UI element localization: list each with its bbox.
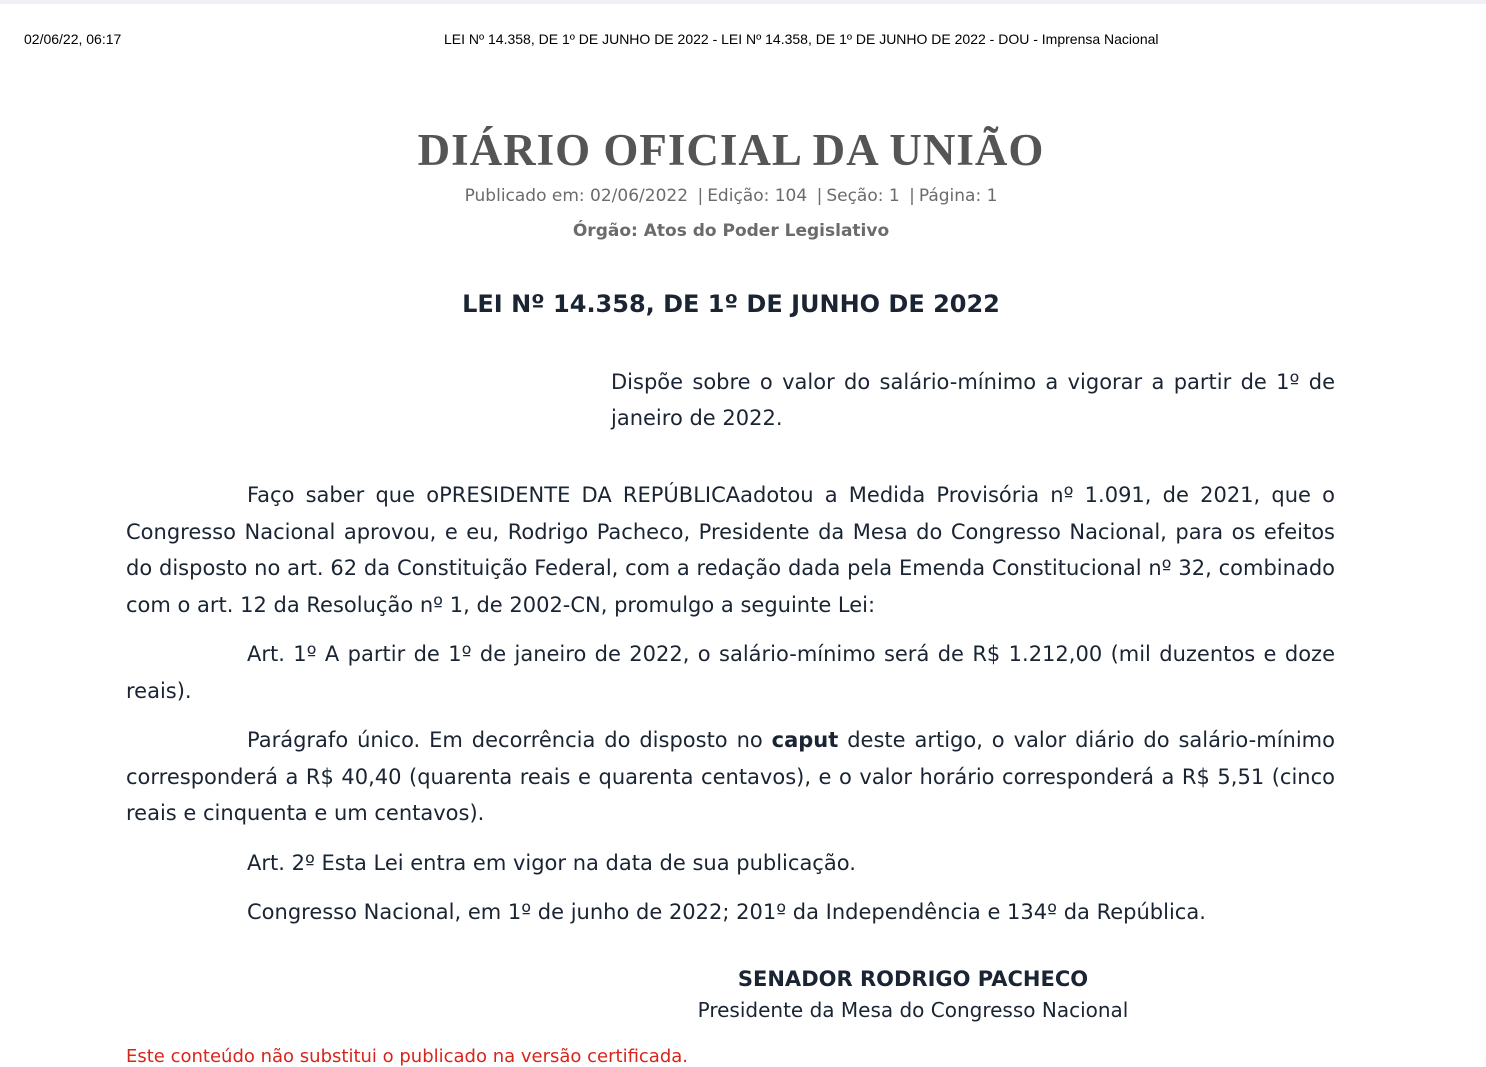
law-ementa: Dispõe sobre o valor do salário-mínimo a vigorar a partir de 1º de janeiro de 2022. (611, 370, 1335, 430)
caput-term: caput (771, 728, 839, 752)
separator: | (909, 186, 915, 206)
closing-line: Congresso Nacional, em 1º de junho de 2022; 201º da Independência e 134º da República. (247, 900, 1206, 924)
separator: | (816, 186, 823, 206)
edition: Edição: 104 (707, 186, 808, 206)
law-title: LEI Nº 14.358, DE 1º DE JUNHO DE 2022 (462, 290, 1000, 318)
page-number: Página: 1 (918, 186, 998, 206)
print-datetime: 02/06/22, 06:17 (24, 31, 122, 47)
paragrafo-text-end: deste artigo, o valor diário do salário-mínimo corresponderá a R$ 40,40 (quarenta reais e quarenta centavos), e o valor horário corresponderá a R$ 5,51 (cinco reais e cinquenta e um centavos). (126, 728, 1335, 825)
signatory-role: Presidente da Mesa do Congresso Nacional (697, 998, 1129, 1022)
print-page-title: LEI Nº 14.358, DE 1º DE JUNHO DE 2022 - LEI Nº 14.358, DE 1º DE JUNHO DE 2022 - DOU - Imprensa Nacional (444, 31, 1159, 47)
preamble-paragraph: Faço saber que oPRESIDENTE DA REPÚBLICAadotou a Medida Provisória nº 1.091, de 2021, que o Congresso Nacional aprovou, e eu, Rodrigo Pacheco, Presidente da Mesa do Congresso Nacional, para os efeitos do disposto no art. 62 da Constituição Federal, com a redação dada pela Emenda Constitucional nº 32, combinado com o art. 12 da Resolução nº 1, de 2002-CN, promulgo a seguinte Lei: (126, 483, 1335, 617)
article-2: Art. 2º Esta Lei entra em vigor na data de sua publicação. (247, 850, 856, 875)
certified-version-disclaimer: Este conteúdo não substitui o publicado na versão certificada. (126, 1046, 689, 1067)
paragrafo-text-start: Parágrafo único. Em decorrência do disposto no (247, 728, 772, 752)
separator: | (697, 186, 704, 206)
dou-masthead-title: DIÁRIO OFICIAL DA UNIÃO (417, 125, 1045, 175)
orgao-label: Órgão: Atos do Poder Legislativo (572, 221, 890, 241)
publication-info (0, 186, 1462, 206)
published-date: Publicado em: 02/06/2022 (464, 186, 689, 206)
signatory-name: SENADOR RODRIGO PACHECO (737, 967, 1089, 991)
top-border (0, 0, 1486, 4)
article-1: Art. 1º A partir de 1º de janeiro de 2022, o salário-mínimo será de R$ 1.212,00 (mil duzentos e doze reais). (126, 642, 1335, 703)
law-body (126, 477, 1335, 944)
section: Seção: 1 (826, 186, 900, 206)
paragrafo-unico (126, 722, 1335, 832)
signature-block (620, 964, 1206, 1026)
